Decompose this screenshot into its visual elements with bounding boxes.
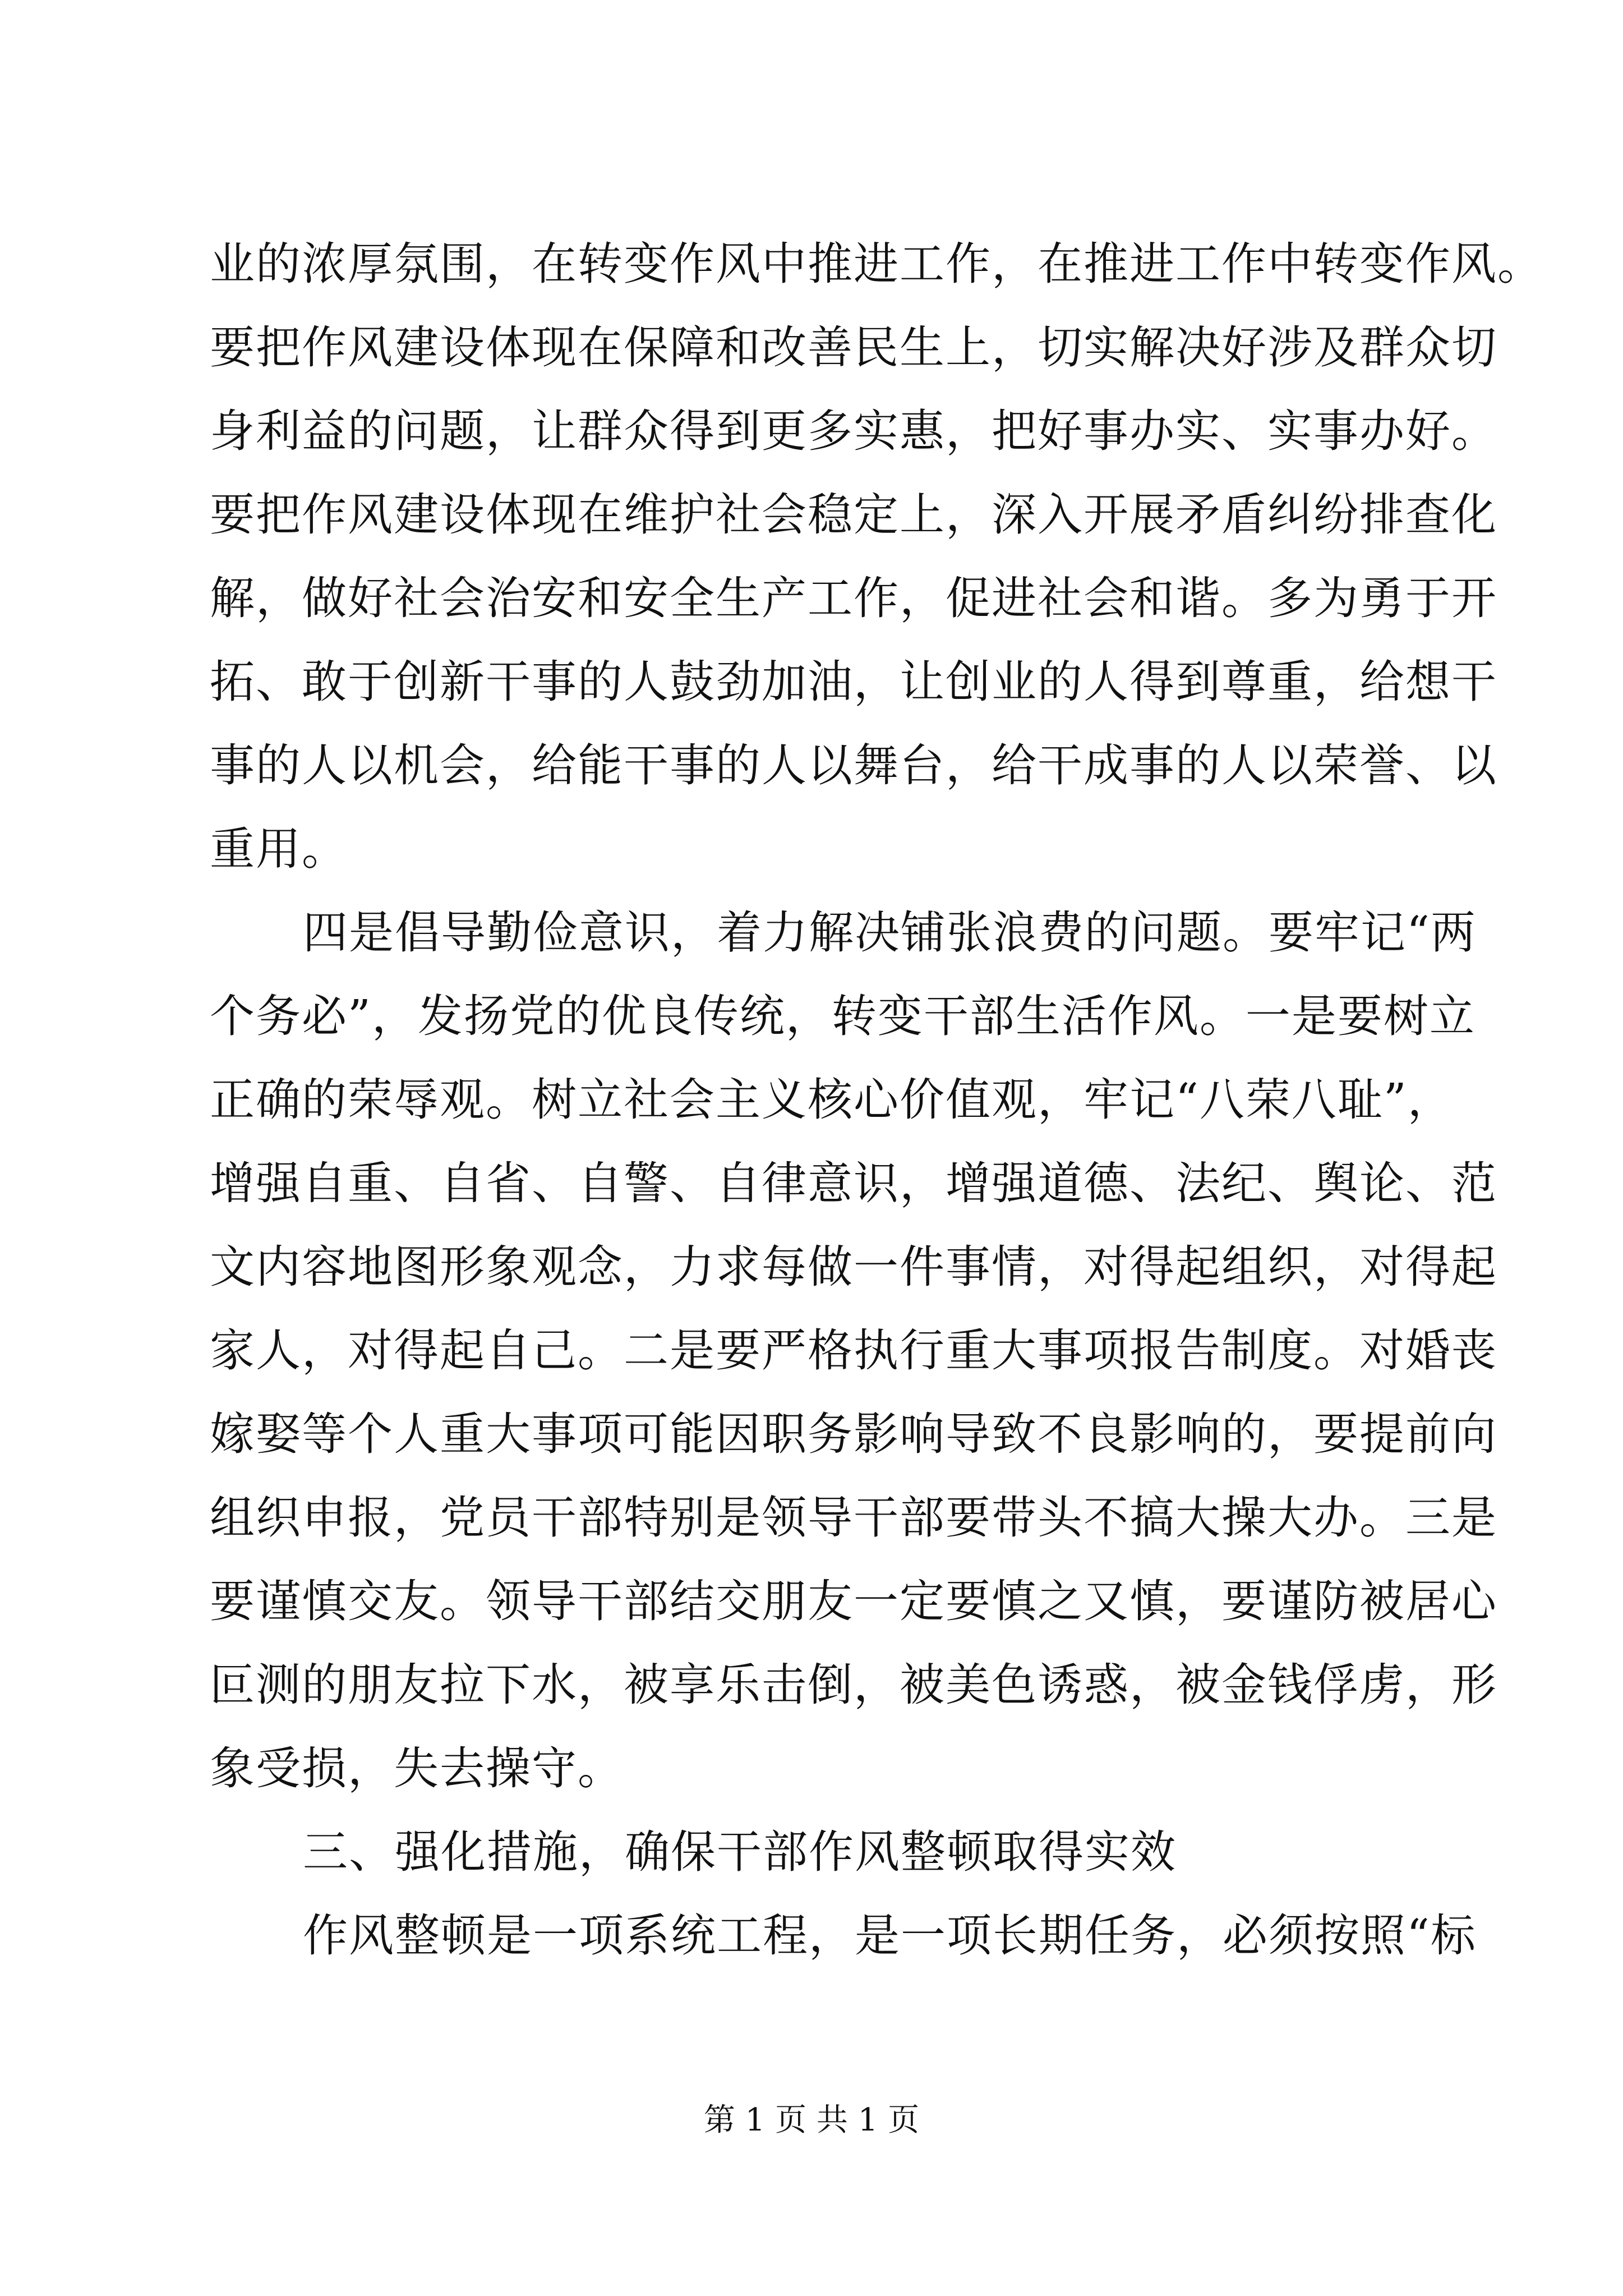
text-line: 嫁娶等个人重大事项可能因职务影响导致不良影响的，要提前向 (210, 1408, 1497, 1460)
body-text (210, 222, 1543, 1977)
text-line: 正确的荣辱观。树立社会主义核心价值观，牢记“八荣八耻”， (210, 1074, 1454, 1126)
text-line: 组织申报，党员干部特别是领导干部要带头不搞大操大办。三是 (210, 1492, 1497, 1544)
text-line: 象受损，失去操守。 (210, 1742, 624, 1795)
text-line: 文内容地图形象观念，力求每做一件事情，对得起组织，对得起 (210, 1241, 1497, 1293)
text-line: 解，做好社会治安和安全生产工作，促进社会和谐。多为勇于开 (210, 572, 1497, 624)
text-line: 个务必”，发扬党的优良传统，转变干部生活作风。一是要树立 (210, 990, 1476, 1042)
text-line: 家人，对得起自己。二是要严格执行重大事项报告制度。对婚丧 (210, 1324, 1497, 1377)
text-line: 拓、敢于创新干事的人鼓劲加油，让创业的人得到尊重，给想干 (210, 656, 1497, 708)
text-line: 事的人以机会，给能干事的人以舞台，给干成事的人以荣誉、以 (210, 739, 1497, 792)
text-line: 叵测的朋友拉下水，被享乐击倒，被美色诱惑，被金钱俘虏，形 (210, 1659, 1497, 1711)
text-line: 要把作风建设体现在维护社会稳定上，深入开展矛盾纠纷排查化 (210, 489, 1497, 541)
section-heading: 三、强化措施，确保干部作风整顿取得实效 (303, 1826, 1177, 1878)
text-line: 业的浓厚氛围，在转变作风中推进工作，在推进工作中转变作风。 (210, 238, 1543, 290)
paragraph-first-line: 四是倡导勤俭意识，着力解决铺张浪费的问题。要牢记“两 (303, 907, 1477, 959)
paragraph-first-line: 作风整顿是一项系统工程，是一项长期任务，必须按照“标 (303, 1910, 1477, 1962)
text-line: 要把作风建设体现在保障和改善民生上，切实解决好涉及群众切 (210, 321, 1497, 374)
text-line: 增强自重、自省、自警、自律意识，增强道德、法纪、舆论、范 (210, 1157, 1497, 1209)
text-line: 身利益的问题，让群众得到更多实惠，把好事办实、实事办好。 (210, 405, 1497, 457)
text-line: 重用。 (210, 823, 348, 875)
text-line: 要谨慎交友。领导干部结交朋友一定要慎之又慎，要谨防被居心 (210, 1575, 1497, 1627)
page-footer: 第 1 页 共 1 页 (703, 2102, 920, 2138)
